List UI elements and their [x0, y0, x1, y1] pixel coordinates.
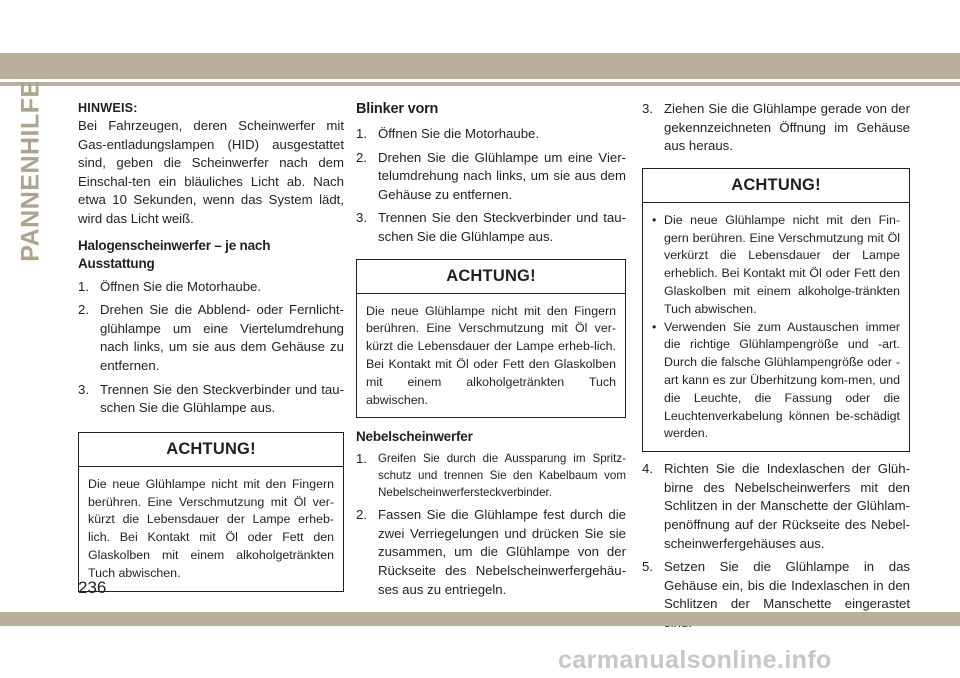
step-text: Drehen Sie die Abblend- oder Fernlicht-glühlampe um eine Viertelumdrehung nach links, um sie aus dem Gehäuse zu entfernen.	[100, 302, 344, 373]
section-heading-blinker: Blinker vorn	[356, 101, 439, 117]
caution-text: Die neue Glühlampe nicht mit den Fingern berühren. Eine Verschmutzung mit Öl ver-kürzt die Lebensdauer der Lampe erheb-lich. Bei Kontakt mit Öl oder Fett den Glaskolben mit einem alkoholgetränkten Tuch abwischen.	[88, 476, 334, 580]
caution-body	[643, 203, 909, 451]
caution-text: Die neue Glühlampe nicht mit den Fingern berühren. Eine Verschmutzung mit Öl ver-kürzt die Lebensdauer der Lampe erheb-lich. Bei Kontakt mit Öl oder Fett den Glaskolben mit einem alkoholgetränkten Tuch abwischen.	[366, 303, 616, 407]
column-left	[78, 100, 344, 602]
list-item	[356, 125, 626, 144]
step-text: Setzen Sie die Glühlampe in das Gehäuse ein, bis die Indexlaschen in den Schlitzen der Manschette eingerastet	[664, 559, 910, 612]
list-item	[78, 381, 344, 418]
fog-steps	[356, 451, 626, 599]
step-number: 3.	[78, 381, 89, 397]
fog-steps-continued	[642, 100, 910, 156]
step-number: 2.	[356, 507, 367, 523]
caution-box	[642, 168, 910, 452]
blinker-steps	[356, 125, 626, 247]
step-text: Öffnen Sie die Motorhaube.	[378, 126, 540, 141]
watermark: carmanualsonline.info	[558, 646, 832, 674]
step-text: Öffnen Sie die Motorhaube.	[100, 278, 262, 294]
page-number: 236	[78, 578, 107, 597]
step-number: 5.	[642, 559, 653, 575]
step-text: Trennen Sie den Steckverbinder und tau-schen Sie die Glühlampe aus.	[378, 210, 626, 244]
list-item	[78, 278, 344, 297]
caution-bullet: • Die neue Glühlampe nicht mit den Fin-gern berühren. Eine Verschmutzung mit Öl verkürzt die Lebensdauer der Lampe erheblich. Bei Kontakt mit Öl oder Fett den Glaskolben mit einem alkoholge-tränkten Tuch abwischen.	[652, 212, 900, 319]
halogen-steps	[78, 278, 344, 418]
caution-title: ACHTUNG!	[357, 260, 625, 294]
header-rule	[0, 82, 960, 86]
step-number: 2.	[356, 149, 367, 165]
section-side-tab-label: PANNENHILFE	[16, 80, 45, 262]
caution-title: ACHTUNG!	[643, 169, 909, 203]
footer-band	[0, 612, 960, 626]
step-text: Fassen Sie die Glühlampe fest durch die zwei Verriegelungen und drücken Sie sie zusammen, um die Glühlampe von der Rückseite des Nebelscheinwerfergehäu-ses aus zu entriegeln.	[378, 507, 626, 597]
caution-bullets	[652, 212, 900, 443]
section-heading-fog: Nebelscheinwerfer	[356, 429, 473, 445]
step-text: Richten Sie die Indexlaschen der Glüh-birne des Nebelscheinwerfers mit den Schlitzen in der Manschette der Glühlam-penöffnung auf der Rückseite des Nebel-scheinwerfergehäuses aus.	[664, 461, 910, 551]
step-text: Ziehen Sie die Glühlampe gerade von der gekennzeichneten Öffnung im Gehäuse aus heraus.	[664, 101, 910, 154]
step-text: Greifen Sie durch die Aussparung im Spritz-schutz und trennen Sie den Kabelbaum vom Nebelscheinwerfersteckverbinder.	[378, 452, 626, 499]
note-text: Bei Fahrzeugen, deren Scheinwerfer mit Gas-entladungslampen (HID) ausgestattet sind, geben die Scheinwerfer nach dem Einschal-ten ein bläuliches Licht ab. Nach etwa 10 Sekunden, wenn das System lädt, wird das Licht weiß.	[78, 118, 344, 226]
column-right	[642, 100, 910, 637]
fog-steps-final	[642, 460, 910, 632]
section-side-tab	[16, 80, 46, 262]
note-label: HINWEIS:	[78, 101, 138, 115]
list-item	[642, 100, 910, 156]
step-number: 1.	[356, 126, 367, 141]
step-number: 2.	[78, 302, 89, 318]
step-number: 1.	[78, 278, 89, 294]
caution-bullet: • Verwenden Sie zum Austauschen immer die richtige Glühlampengröße und -art. Durch die falsche Glühlampengröße oder -art kann es zur Überhitzung kom-men, und die Leuchte, die Fassung oder die Leuchtenverkabelung können be-schädigt werden.	[652, 319, 900, 444]
step-number: 3.	[642, 101, 653, 116]
caution-box	[356, 259, 626, 419]
list-item	[78, 301, 344, 375]
step-number: 1.	[356, 451, 367, 467]
caution-title: ACHTUNG!	[79, 433, 343, 467]
list-item	[356, 149, 626, 205]
list-item	[356, 506, 626, 599]
header-band	[0, 53, 960, 79]
step-number: 3.	[356, 210, 367, 226]
column-middle	[356, 100, 626, 604]
list-item	[642, 460, 910, 553]
section-heading-halogen: Halogenscheinwerfer – je nach Ausstattung	[78, 237, 271, 271]
list-item	[356, 209, 626, 246]
caution-box	[78, 432, 344, 592]
step-number: 4.	[642, 461, 653, 477]
step-text: Trennen Sie den Steckverbinder und tau-schen Sie die Glühlampe aus.	[100, 381, 344, 416]
step-text: Drehen Sie die Glühlampe um eine Vier-telumdrehung nach links, um sie aus dem Gehäuse zu entfernen.	[378, 149, 626, 202]
list-item	[356, 451, 626, 501]
